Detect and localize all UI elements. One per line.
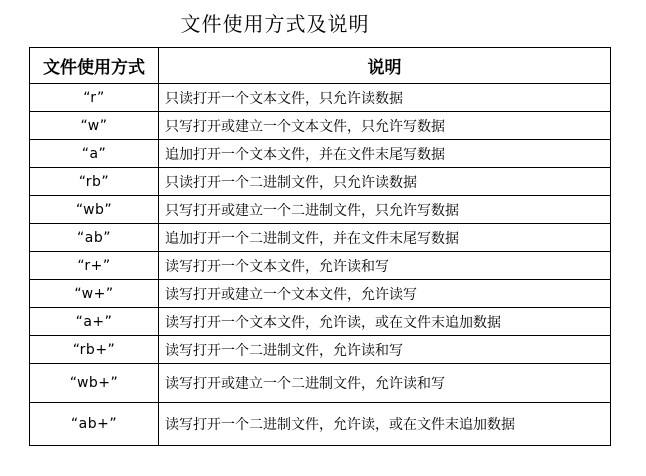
table-row xyxy=(30,336,611,364)
table-row xyxy=(30,252,611,280)
mode-cell: “a+” xyxy=(30,308,159,336)
description-cell: 只写打开或建立一个二进制文件，只允许写数据 xyxy=(159,196,611,224)
file-mode-table xyxy=(29,47,611,446)
description-cell: 只写打开或建立一个文本文件，只允许写数据 xyxy=(159,112,611,140)
mode-cell: “ab” xyxy=(30,224,159,252)
mode-cell: “ab+” xyxy=(30,403,159,446)
table-row xyxy=(30,140,611,168)
mode-cell: “r” xyxy=(30,84,159,112)
mode-cell: “r+” xyxy=(30,252,159,280)
mode-cell: “wb+” xyxy=(30,364,159,403)
table-header-row xyxy=(30,48,611,84)
table-row xyxy=(30,224,611,252)
table-row xyxy=(30,112,611,140)
description-cell: 读写打开一个二进制文件，允许读，或在文件末追加数据 xyxy=(159,403,611,446)
table-row xyxy=(30,403,611,446)
description-cell: 读写打开一个二进制文件，允许读和写 xyxy=(159,336,611,364)
mode-cell: “a” xyxy=(30,140,159,168)
table-row xyxy=(30,84,611,112)
description-cell: 读写打开或建立一个文本文件，允许读写 xyxy=(159,280,611,308)
page-title: 文件使用方式及说明 xyxy=(180,12,370,36)
table-row xyxy=(30,364,611,403)
mode-cell: “wb” xyxy=(30,196,159,224)
description-cell: 追加打开一个文本文件，并在文件末尾写数据 xyxy=(159,140,611,168)
column-header-description: 说明 xyxy=(159,48,611,84)
description-cell: 只读打开一个文本文件，只允许读数据 xyxy=(159,84,611,112)
mode-cell: “w” xyxy=(30,112,159,140)
mode-cell: “rb” xyxy=(30,168,159,196)
description-cell: 读写打开或建立一个二进制文件，允许读和写 xyxy=(159,364,611,403)
mode-cell: “rb+” xyxy=(30,336,159,364)
table-row xyxy=(30,308,611,336)
table-row xyxy=(30,168,611,196)
description-cell: 读写打开一个文本文件，允许读，或在文件末追加数据 xyxy=(159,308,611,336)
description-cell: 追加打开一个二进制文件，并在文件末尾写数据 xyxy=(159,224,611,252)
mode-cell: “w+” xyxy=(30,280,159,308)
table-row xyxy=(30,280,611,308)
description-cell: 只读打开一个二进制文件，只允许读数据 xyxy=(159,168,611,196)
description-cell: 读写打开一个文本文件，允许读和写 xyxy=(159,252,611,280)
table-row xyxy=(30,196,611,224)
column-header-mode: 文件使用方式 xyxy=(30,48,159,84)
